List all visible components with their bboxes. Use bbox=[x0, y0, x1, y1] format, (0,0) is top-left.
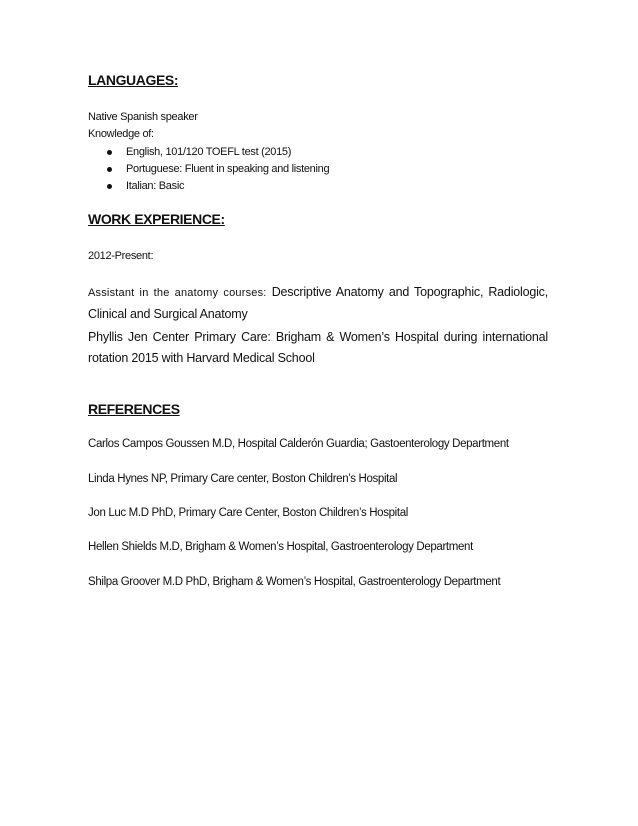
work-entry-prefix: Assistant in the anatomy courses: bbox=[88, 287, 267, 299]
reference-item: Hellen Shields M.D, Brigham & Women’s Hospital, Gastroenterology Department bbox=[88, 541, 473, 553]
work-entry-rotation: Phyllis Jen Center Primary Care: Brigham & Women’s Hospital during international rotation 2015 with Harvard Medical School bbox=[88, 330, 548, 365]
bullet-icon bbox=[107, 150, 112, 155]
language-item-text: English, 101/120 TOEFL test (2015) bbox=[126, 146, 292, 158]
list-item bbox=[88, 180, 329, 197]
work-entry-detail: Descriptive Anatomy and Topographic, Radiologic, Clinical and Surgical Anatomy bbox=[88, 285, 548, 321]
list-item bbox=[88, 163, 329, 180]
work-period: 2012-Present: bbox=[88, 250, 154, 262]
reference-item: Shilpa Groover M.D PhD, Brigham & Women’s Hospital, Gastroenterology Department bbox=[88, 576, 501, 588]
knowledge-label: Knowledge of: bbox=[88, 128, 154, 140]
reference-item: Carlos Campos Goussen M.D, Hospital Calderón Guardia; Gastoenterology Department bbox=[88, 438, 509, 450]
language-list bbox=[88, 146, 329, 197]
work-experience-heading: WORK EXPERIENCE: bbox=[88, 211, 225, 227]
references-heading: REFERENCES bbox=[88, 401, 180, 417]
work-entry-anatomy bbox=[88, 282, 548, 325]
language-item-text: Italian: Basic bbox=[126, 180, 185, 192]
languages-heading: LANGUAGES: bbox=[88, 72, 179, 88]
language-item-text: Portuguese: Fluent in speaking and listening bbox=[126, 163, 330, 175]
list-item bbox=[88, 146, 329, 163]
native-language: Native Spanish speaker bbox=[88, 111, 198, 123]
reference-item: Jon Luc M.D PhD, Primary Care Center, Boston Children’s Hospital bbox=[88, 507, 408, 519]
bullet-icon bbox=[107, 167, 112, 172]
reference-item: Linda Hynes NP, Primary Care center, Boston Children’s Hospital bbox=[88, 473, 398, 485]
bullet-icon bbox=[107, 184, 112, 189]
